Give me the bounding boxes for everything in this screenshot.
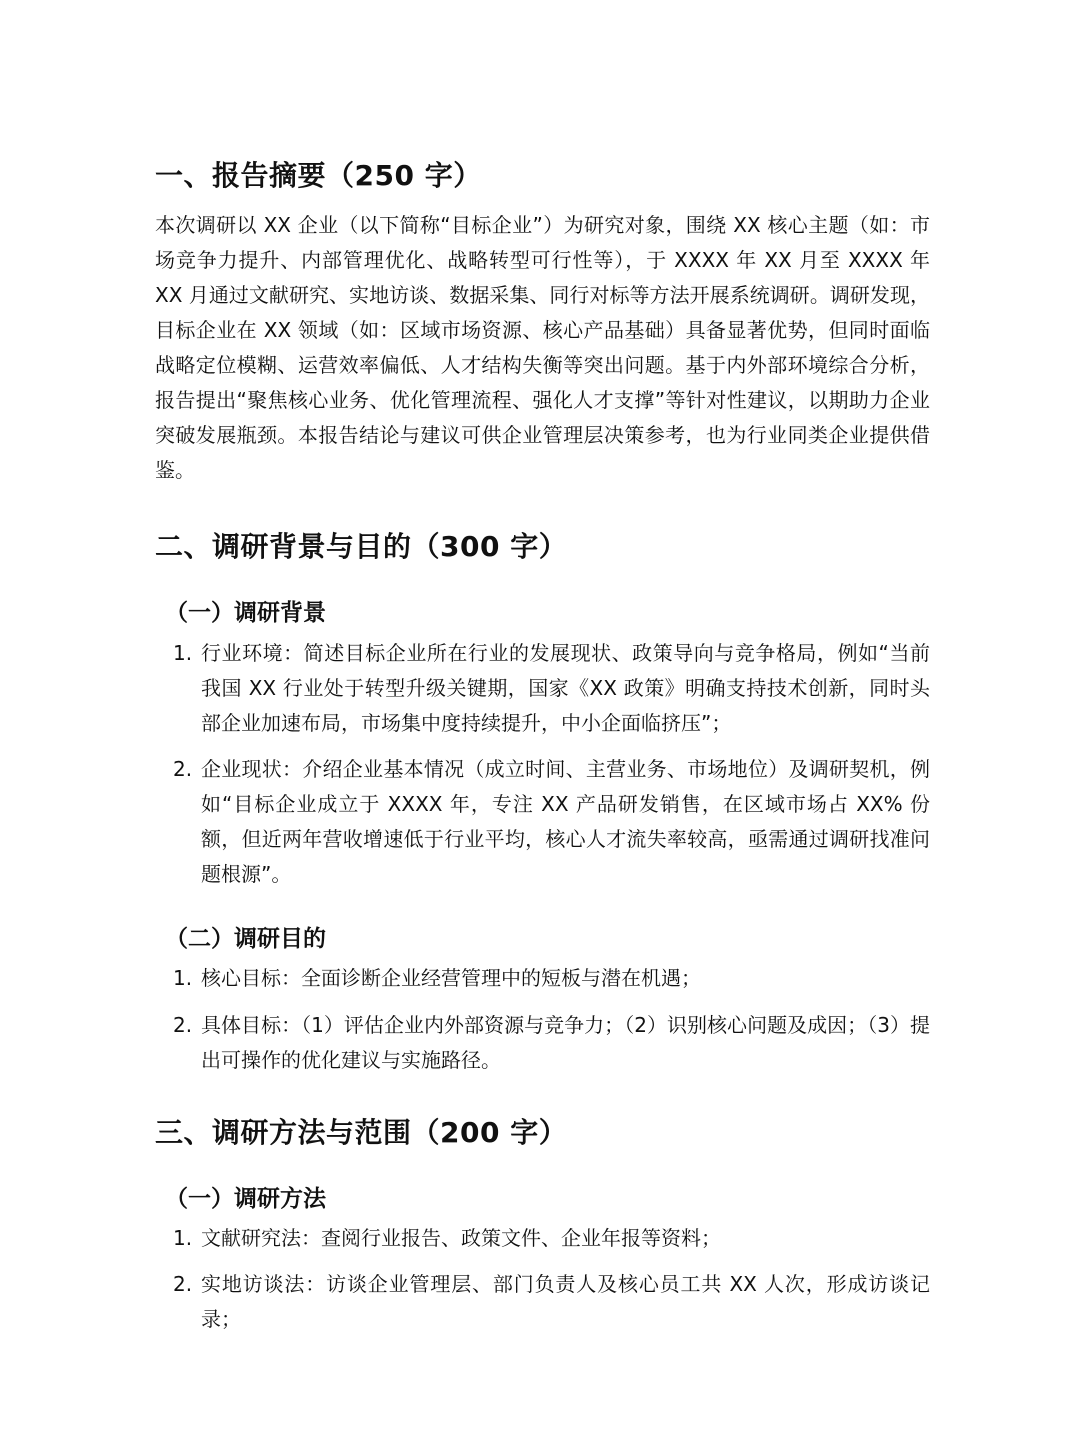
section-1-paragraph: 本次调研以 XX 企业（以下简称“目标企业”）为研究对象，围绕 XX 核心主题（如：市场竞争力提升、内部管理优化、战略转型可行性等），于 XXXX 年 XX 月至 XXXX 年 XX 月通过文献研究、实地访谈、数据采集、同行对标等方法开展系统调研。调研发现，目标企业在 XX 领域（如：区域市场资源、核心产品基础）具备显著优势，但同时面临战略定位模糊、运营效率偏低、人才结构失衡等突出问题。基于内外部环境综合分析，报告提出“聚焦核心业务、优化管理流程、强化人才支撑”等针对性建议，以期助力企业突破发展瓶颈。本报告结论与建议可供企业管理层决策参考，也为行业同类企业提供借鉴。 (155, 213, 930, 482)
list-item-number: 1. (173, 966, 193, 990)
list-item-text: 实地访谈法：访谈企业管理层、部门负责人及核心员工共 XX 人次，形成访谈记录； (201, 1272, 930, 1331)
list-item (173, 636, 930, 741)
list-item-text: 核心目标：全面诊断企业经营管理中的短板与潜在机遇； (201, 966, 701, 990)
list-item-text: 行业环境：简述目标企业所在行业的发展现状、政策导向与竞争格局，例如“当前我国 XX 行业处于转型升级关键期，国家《XX 政策》明确支持技术创新，同时头部企业加速布局，市场集中度持续提升，中小企面临挤压”； (201, 641, 930, 735)
list-item-number: 1. (173, 641, 193, 665)
list-item (173, 752, 930, 892)
list-item-number: 2. (173, 1272, 193, 1296)
section-1-heading: 一、报告摘要（250 字） (155, 159, 482, 192)
list-item-number: 2. (173, 1013, 193, 1037)
list-item (173, 961, 930, 996)
section-3-heading: 三、调研方法与范围（200 字） (155, 1116, 568, 1149)
section-2-heading: 二、调研背景与目的（300 字） (155, 530, 568, 563)
subsection-research-purpose-heading: （二）调研目的 (165, 926, 326, 952)
list-item (173, 1267, 930, 1337)
list-item (173, 1008, 930, 1078)
subsection-research-background-heading: （一）调研背景 (165, 600, 326, 626)
list-item-number: 2. (173, 757, 193, 781)
subsection-research-methods-heading: （一）调研方法 (165, 1186, 326, 1212)
list-item (173, 1221, 930, 1256)
list-item-text: 文献研究法：查阅行业报告、政策文件、企业年报等资料； (201, 1226, 721, 1250)
list-item-text: 企业现状：介绍企业基本情况（成立时间、主营业务、市场地位）及调研契机，例如“目标企业成立于 XXXX 年，专注 XX 产品研发销售，在区域市场占 XX% 份额，但近两年营收增速低于行业平均，核心人才流失率较高，亟需通过调研找准问题根源”。 (201, 757, 930, 886)
list-item-number: 1. (173, 1226, 193, 1250)
list-item-text: 具体目标：（1）评估企业内外部资源与竞争力；（2）识别核心问题及成因；（3）提出可操作的优化建议与实施路径。 (201, 1013, 930, 1072)
